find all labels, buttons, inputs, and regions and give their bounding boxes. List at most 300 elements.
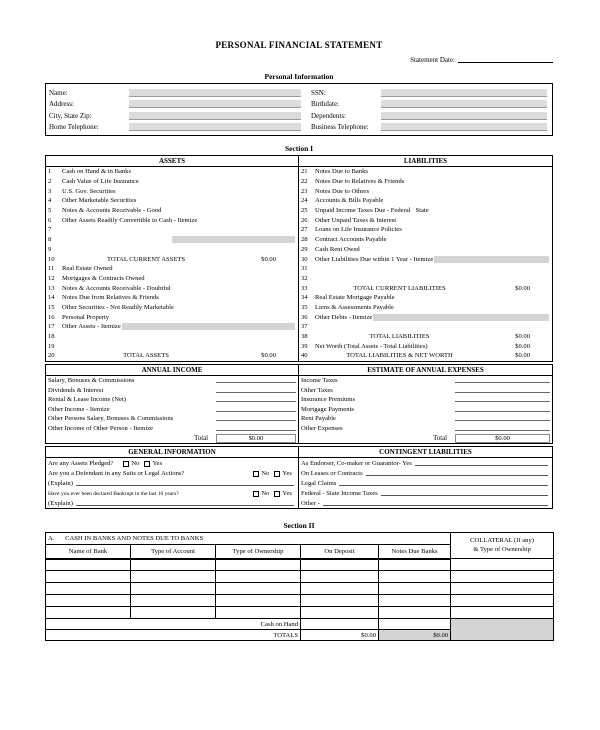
personal-info-row: [46, 122, 552, 134]
line-label: Insurance Premiums: [301, 396, 356, 404]
line-label: Notes Due to Others: [315, 187, 370, 195]
statement-line: [46, 414, 298, 424]
statement-line: [299, 274, 552, 284]
line-number: 37: [301, 323, 308, 331]
name-field[interactable]: [129, 89, 301, 97]
line-label: Personal Property: [62, 313, 110, 321]
income-rows: [46, 376, 298, 433]
line-label: Notes Due from Relatives & Friends: [62, 294, 159, 302]
statement-line: [299, 225, 552, 235]
itemize-input-field[interactable]: [122, 323, 295, 330]
line-number: 15: [48, 303, 55, 311]
income-expenses-table: [45, 364, 553, 445]
line-number: 19: [48, 342, 55, 350]
bank-table-cell[interactable]: [379, 559, 451, 571]
explain-input-field[interactable]: [76, 505, 294, 506]
bank-table-cell[interactable]: [451, 559, 554, 571]
line-number: 31: [301, 265, 308, 273]
line-label: Other Unpaid Taxes & Interest: [315, 216, 397, 224]
line-number: 35: [301, 303, 308, 311]
bank-table-cell[interactable]: [301, 571, 379, 583]
statement-line: [46, 254, 298, 264]
statement-line: [299, 312, 552, 322]
line-number: 13: [48, 284, 55, 292]
home-telephone-label: Home Telephone:: [49, 123, 99, 132]
expense-input-field[interactable]: [455, 392, 550, 393]
statement-line: [299, 478, 552, 488]
line-label: Other Assets - Itemize: [62, 323, 121, 331]
line-label: Net Worth (Total Assets - Total Liabilities): [315, 342, 428, 350]
section2-heading: Section II: [283, 521, 315, 531]
itemize-input-field[interactable]: [373, 314, 549, 321]
checkbox-label: Yes: [152, 460, 163, 468]
yes-no-checkboxes: [253, 470, 296, 477]
contingent-input-field[interactable]: [366, 475, 548, 476]
cash-on-hand-row: [46, 619, 554, 630]
col-header-name-of-bank: Name of Bank: [46, 545, 131, 559]
line-label: TOTAL LIABILITIES & NET WORTH: [346, 352, 453, 360]
line-number: 29: [301, 245, 308, 253]
statement-date-row: [45, 54, 553, 64]
line-label: Other Expenses: [301, 424, 343, 432]
dependents-label: Dependents:: [311, 111, 346, 120]
expense-input-field[interactable]: [455, 420, 550, 421]
general-contingent-table: [45, 446, 553, 509]
statement-line: [299, 385, 552, 395]
bank-table-cell[interactable]: [131, 607, 216, 619]
line-label: Mortgage Payments: [301, 405, 354, 413]
line-number: 26: [301, 216, 308, 224]
statement-line: [46, 312, 298, 322]
bank-table-cell[interactable]: [301, 595, 379, 607]
yes-checkbox[interactable]: [144, 461, 150, 467]
bank-table-cell[interactable]: [379, 583, 451, 595]
line-number: 9: [48, 245, 52, 253]
statement-line: [299, 351, 552, 361]
bank-table-cell[interactable]: [46, 607, 131, 619]
total-amount-value: $0.00: [515, 352, 530, 360]
line-number: 4: [48, 197, 52, 205]
line-number: 18: [48, 333, 55, 341]
checkbox-label: Yes: [282, 470, 292, 478]
line-number: 24: [301, 197, 308, 205]
statement-line: [299, 264, 552, 274]
no-checkbox[interactable]: [253, 491, 259, 497]
statement-line: [46, 186, 298, 196]
bank-table-cell[interactable]: [46, 583, 131, 595]
question-label: (Explain): [48, 480, 73, 488]
statement-line: [299, 395, 552, 405]
statement-line: [46, 376, 298, 386]
statement-line: [46, 385, 298, 395]
contingent-input-field[interactable]: [323, 505, 548, 506]
statement-line: [299, 414, 552, 424]
collateral-header-line2: & Type of Ownership: [473, 545, 531, 553]
bank-table-row: [46, 595, 554, 607]
bank-table-cell[interactable]: [131, 583, 216, 595]
line-label: Other Debts - Itemize: [315, 313, 373, 321]
question-row: [46, 488, 298, 498]
line-label: Mortgages & Contracts Owned: [62, 274, 145, 282]
expense-input-field[interactable]: [455, 411, 550, 412]
total-amount-value: $0.00: [515, 342, 530, 350]
question-row: [46, 468, 298, 478]
statement-line: [299, 488, 552, 498]
bank-table-cell[interactable]: [216, 595, 301, 607]
question-label: Are you a Defendant in any Suits or Legal Actions?: [48, 470, 185, 478]
statement-line: [299, 376, 552, 386]
annual-income-column: [46, 365, 299, 444]
liabilities-column: [299, 156, 552, 361]
statement-date-label: Statement Date:: [410, 56, 455, 64]
ssn-field[interactable]: [381, 89, 547, 97]
line-label: Liens & Assessments Payable: [315, 303, 394, 311]
line-label: Dividends & Interest: [48, 386, 104, 394]
expense-total-label: Total: [433, 434, 447, 442]
bank-table-cell[interactable]: [301, 607, 379, 619]
liabilities-header: LIABILITIES: [299, 156, 552, 167]
business-telephone-label: Business Telephone:: [311, 123, 369, 132]
yes-checkbox-item: [144, 460, 162, 467]
statement-line: [46, 225, 298, 235]
income-input-field[interactable]: [216, 392, 296, 393]
line-number: 39: [301, 342, 308, 350]
statement-line: [299, 498, 552, 508]
line-number: 1: [48, 168, 52, 176]
contingent-input-field[interactable]: [381, 495, 548, 496]
income-input-field[interactable]: [216, 382, 296, 383]
statement-line: [46, 395, 298, 405]
line-label: Cash Value of Life Insurance: [62, 178, 139, 186]
statement-line: [299, 283, 552, 293]
expense-rows: [299, 376, 552, 433]
birthdate-label: Birthdate:: [311, 100, 339, 109]
city-state-zip-label: City, State Zip:: [49, 111, 92, 120]
line-number: 38: [301, 333, 308, 341]
checkbox-label: Yes: [282, 490, 292, 498]
statement-line: [46, 196, 298, 206]
address-field[interactable]: [129, 100, 301, 108]
bank-table-cell[interactable]: [379, 607, 451, 619]
income-total-value: $0.00: [216, 434, 296, 443]
contingent-liabilities-column: [299, 447, 552, 508]
line-number: 3: [48, 187, 52, 195]
statement-line: [46, 404, 298, 414]
general-information-column: [46, 447, 299, 508]
cash-on-hand-label: Cash on Hand: [46, 619, 301, 630]
expense-input-field[interactable]: [455, 430, 550, 431]
question-row: [46, 458, 298, 468]
income-total-label: Total: [194, 434, 208, 442]
col-header-type-of-ownership: Type of Ownership: [216, 545, 301, 559]
bank-table-cell[interactable]: [379, 571, 451, 583]
line-label: Other Securities - Not Readily Marketable: [62, 303, 174, 311]
personal-info-row: [46, 99, 552, 111]
line-label: TOTAL LIABILITIES: [369, 333, 430, 341]
page-title: PERSONAL FINANCIAL STATEMENT: [215, 40, 383, 50]
statement-line: [299, 245, 552, 255]
yes-checkbox[interactable]: [274, 491, 280, 497]
line-label: Other Taxes: [301, 386, 333, 394]
address-label: Address:: [49, 100, 74, 109]
total-amount-value: $0.00: [515, 333, 530, 341]
statement-line: [46, 423, 298, 433]
line-label: Cash Rent Owed: [315, 245, 360, 253]
yes-no-checkboxes: [253, 490, 296, 497]
line-label: Unpaid Income Taxes Due - Federal State: [315, 207, 429, 215]
statement-line: [299, 404, 552, 414]
line-number: 28: [301, 236, 308, 244]
yes-checkbox[interactable]: [274, 471, 280, 477]
no-checkbox-item: [123, 460, 139, 467]
line-label: Loans on Life Insurance Policies: [315, 226, 402, 234]
statement-line: [46, 274, 298, 284]
assets-header: ASSETS: [46, 156, 298, 167]
collateral-header-line1: COLLATERAL (If any): [470, 537, 534, 545]
line-label: Real Estate Mortgage Payable: [315, 294, 395, 302]
line-number: 30: [301, 255, 308, 263]
bank-table-cell[interactable]: [216, 583, 301, 595]
itemize-input-field[interactable]: [172, 236, 295, 243]
bank-table-row: [46, 583, 554, 595]
annual-expenses-header: ESTIMATE OF ANNUAL EXPENSES: [299, 365, 552, 376]
statement-date-field[interactable]: [458, 62, 553, 63]
line-number: 21: [301, 168, 308, 176]
line-label: Contract Accounts Payable: [315, 236, 387, 244]
statement-line: [46, 293, 298, 303]
bank-table-cell[interactable]: [451, 607, 554, 619]
line-label: Notes & Accounts Receivable - Doubtful: [62, 284, 171, 292]
income-input-field[interactable]: [216, 430, 296, 431]
assets-column: [46, 156, 299, 361]
total-amount-value: $0.00: [515, 284, 530, 292]
yes-no-checkboxes: [123, 460, 162, 467]
line-label: U.S. Gov. Securities: [62, 187, 116, 195]
personal-info-box: [45, 83, 553, 136]
assets-rows: [46, 167, 298, 361]
contingent-input-field[interactable]: [339, 485, 548, 486]
line-label: Notes Due to Relatives & Friends: [315, 178, 405, 186]
statement-line: [46, 215, 298, 225]
personal-info-heading: Personal Information: [264, 72, 334, 81]
bank-table-row: [46, 607, 554, 619]
line-label: Accounts & Bills Payable: [315, 197, 384, 205]
question-row: [46, 478, 298, 488]
line-number: 20: [48, 352, 55, 360]
part-a-title: CASH IN BANKS AND NOTES DUE TO BANKS: [65, 535, 204, 543]
contingent-input-field[interactable]: [415, 465, 548, 466]
line-label: Cash on Hand & in Banks: [62, 168, 132, 176]
line-label: TOTAL CURRENT LIABILITIES: [353, 284, 446, 292]
business-telephone-field[interactable]: [381, 123, 547, 131]
line-number: 8: [48, 236, 52, 244]
statement-line: [46, 235, 298, 245]
checkbox-label: No: [131, 460, 140, 468]
question-label: Are any Assets Pledged?: [48, 460, 114, 468]
bank-table-cell[interactable]: [131, 559, 216, 571]
no-checkbox-item: [253, 470, 269, 477]
yes-checkbox-item: [274, 470, 292, 477]
statement-line: [46, 206, 298, 216]
bank-table-row: [46, 559, 554, 571]
general-information-header: GENERAL INFORMATION: [46, 447, 298, 458]
bank-table-cell[interactable]: [301, 583, 379, 595]
city-state-zip-field[interactable]: [129, 112, 301, 120]
form-content: [45, 40, 553, 641]
bank-table-cell[interactable]: [216, 607, 301, 619]
section1-heading: Section I: [284, 144, 314, 153]
statement-line: [299, 206, 552, 216]
bank-table-cell[interactable]: [451, 571, 554, 583]
expense-total-row: [299, 433, 552, 444]
statement-line: [299, 341, 552, 351]
dependents-field[interactable]: [381, 112, 547, 120]
statement-line: [299, 235, 552, 245]
question-row: [46, 498, 298, 508]
line-label: Other Liabilities Due within 1 Year - Itemize: [315, 255, 434, 263]
line-number: 7: [48, 226, 52, 234]
line-label: Federal - State Income Taxes: [301, 490, 378, 498]
collateral-shaded-area: [451, 619, 554, 641]
question-label: (Explain): [48, 500, 73, 508]
bank-table-cell[interactable]: [46, 595, 131, 607]
line-label: TOTAL ASSETS: [123, 352, 169, 360]
annual-income-header: ANNUAL INCOME: [46, 365, 298, 376]
line-label: Other Income of Other Person - Itemize: [48, 424, 154, 432]
line-number: 5: [48, 207, 52, 215]
line-label: Real Estate Owned: [62, 265, 113, 273]
expense-input-field[interactable]: [455, 401, 550, 402]
statement-line: [46, 322, 298, 332]
line-number: 6: [48, 216, 52, 224]
contingent-liabilities-header: CONTINGENT LIABILITIES: [299, 447, 552, 458]
explain-input-field[interactable]: [76, 485, 294, 486]
statement-line: [299, 215, 552, 225]
line-number: 23: [301, 187, 308, 195]
birthdate-field[interactable]: [381, 100, 547, 108]
bank-table-cell[interactable]: [216, 559, 301, 571]
yes-checkbox-item: [274, 490, 292, 497]
statement-line: [299, 322, 552, 332]
itemize-input-field[interactable]: [434, 256, 549, 263]
line-label: Legal Claims: [301, 480, 337, 488]
statement-line: [299, 177, 552, 187]
statement-line: [299, 468, 552, 478]
notes-due-banks-total-value: $0.00: [379, 630, 451, 641]
statement-line: [46, 264, 298, 274]
cash-on-hand-deposit-field[interactable]: [301, 619, 379, 630]
line-number: 14: [48, 294, 55, 302]
line-number: 27: [301, 226, 308, 234]
bank-table-cell[interactable]: [379, 595, 451, 607]
totals-label: TOTALS: [46, 630, 301, 641]
statement-line: [299, 303, 552, 313]
line-number: 10: [48, 255, 55, 263]
line-label: Rent Payable: [301, 415, 336, 423]
cash-on-hand-notes-field[interactable]: [379, 619, 451, 630]
line-label: Other Persons Salary, Bonuses & Commissions: [48, 415, 174, 423]
line-label: Other Assets Readily Convertible to Cash - Itemize: [62, 216, 198, 224]
statement-line: [299, 186, 552, 196]
ssn-label: SSN:: [311, 88, 326, 97]
statement-line: [46, 177, 298, 187]
line-number: 32: [301, 274, 308, 282]
statement-line: [299, 167, 552, 177]
line-number: 16: [48, 313, 55, 321]
statement-line: [299, 423, 552, 433]
line-label: Other -: [301, 500, 320, 508]
line-label: Other Marketable Securities: [62, 197, 137, 205]
line-label: TOTAL CURRENT ASSETS: [106, 255, 186, 263]
expense-input-field[interactable]: [455, 382, 550, 383]
checkbox-label: No: [261, 490, 270, 498]
personal-info-row: [46, 110, 552, 122]
bank-table-cell[interactable]: [451, 583, 554, 595]
bank-table-cell[interactable]: [131, 571, 216, 583]
line-number: 34: [301, 294, 308, 302]
personal-info-row: [46, 87, 552, 99]
bank-table-row: [46, 571, 554, 583]
statement-line: [46, 167, 298, 177]
annual-expenses-column: [299, 365, 552, 444]
contingent-liabilities-rows: [299, 458, 552, 508]
general-information-rows: [46, 458, 298, 508]
no-checkbox[interactable]: [253, 471, 259, 477]
part-a-row: [46, 533, 554, 545]
line-label: Rental & Lease Income (Net): [48, 396, 126, 404]
line-label: Salary, Bonuses & Commissions: [48, 377, 135, 385]
no-checkbox[interactable]: [123, 461, 129, 467]
total-amount-value: $0.00: [261, 352, 276, 360]
home-telephone-field[interactable]: [129, 123, 301, 131]
collateral-column-header: [451, 533, 554, 559]
col-header-type-of-account: Type of Account: [131, 545, 216, 559]
bank-table-cell[interactable]: [46, 571, 131, 583]
bank-table-cell[interactable]: [451, 595, 554, 607]
statement-line: [46, 332, 298, 342]
bank-table-cell[interactable]: [216, 571, 301, 583]
line-label: Income Taxes: [301, 377, 338, 385]
line-label: Notes Due to Banks: [315, 168, 368, 176]
checkbox-label: No: [261, 470, 270, 478]
income-input-field[interactable]: [216, 401, 296, 402]
income-input-field[interactable]: [216, 420, 296, 421]
line-number: 33: [301, 284, 308, 292]
bank-table-cell[interactable]: [46, 559, 131, 571]
cash-in-banks-table: [45, 532, 554, 641]
on-deposit-total-value: $0.00: [301, 630, 379, 641]
line-label: Notes & Accounts Receivable - Good: [62, 207, 162, 215]
no-checkbox-item: [253, 490, 269, 497]
line-label: On Leases or Contracts: [301, 470, 363, 478]
assets-liabilities-table: [45, 155, 553, 362]
line-number: 22: [301, 178, 308, 186]
line-number: 2: [48, 178, 52, 186]
question-label: Have you ever been declared Bankrupt in the last 10 years?: [48, 491, 179, 498]
line-label: As Endorser, Co-maker or Guarantor- Yes: [301, 460, 412, 468]
line-label: Other Income - Itemize: [48, 405, 110, 413]
name-label: Name:: [49, 88, 68, 97]
line-number: 25: [301, 207, 308, 215]
bank-table-cell[interactable]: [301, 559, 379, 571]
income-input-field[interactable]: [216, 411, 296, 412]
total-amount-value: $0.00: [261, 255, 276, 263]
expense-total-value: $0.00: [455, 434, 550, 443]
bank-table-cell[interactable]: [131, 595, 216, 607]
col-header-on-deposit: On Deposit: [301, 545, 379, 559]
liabilities-rows: [299, 167, 552, 361]
line-number: 40: [301, 352, 308, 360]
